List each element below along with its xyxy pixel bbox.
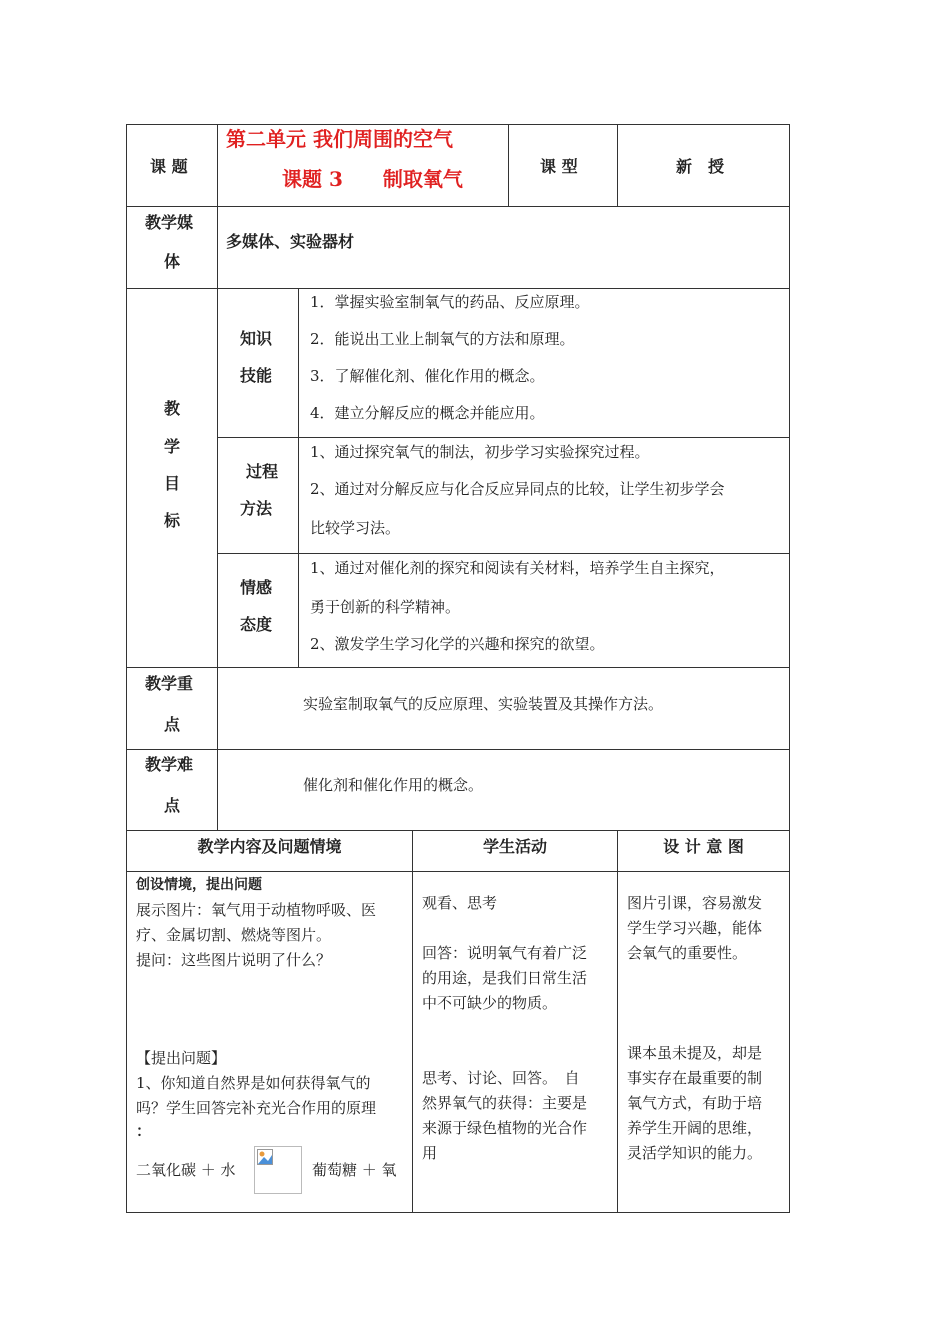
objectives-label-2: 学 — [164, 437, 181, 456]
process-label-line2: 方法 — [240, 499, 273, 518]
difficulty-value: 催化剂和催化作用的概念。 — [303, 776, 484, 794]
key-point-value: 实验室制取氧气的反应原理、实验装置及其操作方法。 — [303, 695, 664, 713]
intent-line: 学生学习兴趣，能体 — [627, 919, 763, 937]
difficulty-label-line2: 点 — [164, 796, 181, 815]
difficulty-label-line1: 教学难 — [145, 755, 194, 774]
content-heading: 创设情境，提出问题 — [136, 877, 262, 893]
process-item: 1、通过探究氧气的制法，初步学习实验探究过程。 — [310, 443, 650, 461]
knowledge-label-line1: 知识 — [240, 329, 273, 348]
raise-question-line: 1、你知道自然界是如何获得氧气的 — [136, 1074, 371, 1092]
attitude-item: 1、通过对催化剂的探究和阅读有关材料，培养学生自主探究， — [310, 559, 725, 577]
activity-line: 中不可缺少的物质。 — [422, 994, 558, 1012]
lesson-title: 课题 3 制取氧气 — [282, 167, 463, 191]
objectives-label-4: 标 — [164, 511, 181, 530]
knowledge-item: 2．能说出工业上制氧气的方法和原理。 — [310, 330, 575, 348]
activity-line: 的用途，是我们日常生活 — [422, 969, 588, 987]
objectives-label-1: 教 — [164, 399, 181, 418]
objectives-label-3: 目 — [164, 474, 181, 493]
unit-title: 第二单元 我们周围的空气 — [226, 127, 453, 151]
column-header-activity: 学生活动 — [482, 837, 547, 856]
column-header-intent: 设 计 意 图 — [663, 837, 744, 856]
type-value: 新 授 — [676, 157, 725, 176]
type-label: 课 型 — [540, 157, 578, 176]
equation-right: 葡萄糖 ＋ 氧 — [312, 1161, 397, 1179]
knowledge-item: 4．建立分解反应的概念并能应用。 — [310, 404, 545, 422]
activity-line: 用 — [422, 1144, 438, 1162]
intent-line: 图片引课，容易激发 — [627, 894, 763, 912]
activity-block-1: 观看、思考 — [422, 894, 498, 912]
activity-line: 然界氧气的获得：主要是 — [422, 1094, 588, 1112]
activity-line: 来源于绿色植物的光合作 — [422, 1119, 588, 1137]
intent-line: 养学生开阔的思维， — [627, 1119, 763, 1137]
activity-line: 思考、讨论、回答。 自 — [422, 1069, 580, 1087]
attitude-label-line1: 情感 — [240, 578, 273, 597]
process-item: 2、通过对分解反应与化合反应异同点的比较，让学生初步学会 — [310, 480, 725, 498]
intent-line: 课本虽未提及，却是 — [627, 1044, 763, 1062]
equation-left: 二氧化碳 ＋ 水 — [136, 1161, 236, 1179]
intent-line: 会氧气的重要性。 — [627, 944, 748, 962]
raise-question-title: 【提出问题】 — [136, 1049, 227, 1067]
process-label-line1: 过程 — [246, 462, 279, 481]
knowledge-item: 1．掌握实验室制氧气的药品、反应原理。 — [310, 293, 590, 311]
intent-line: 氧气方式，有助于培 — [627, 1094, 763, 1112]
broken-image-icon — [254, 1146, 302, 1194]
attitude-item: 2、激发学生学习化学的兴趣和探究的欲望。 — [310, 635, 605, 653]
process-item: 比较学习法。 — [310, 519, 401, 537]
content-line: 展示图片：氧气用于动植物呼吸、医 — [136, 901, 377, 919]
key-point-label-line2: 点 — [164, 715, 181, 734]
intent-line: 事实存在最重要的制 — [627, 1069, 763, 1087]
raise-question-line: ： — [136, 1122, 152, 1140]
column-header-content: 教学内容及问题情境 — [197, 837, 342, 856]
content-line: 提问：这些图片说明了什么？ — [136, 951, 332, 969]
key-point-label-line1: 教学重 — [145, 674, 194, 693]
attitude-label-line2: 态度 — [240, 615, 273, 634]
raise-question-line: 吗？学生回答完补充光合作用的原理 — [136, 1099, 377, 1117]
media-value: 多媒体、实验器材 — [226, 232, 355, 251]
media-label-line1: 教学媒 — [145, 213, 194, 232]
content-line: 疗、金属切割、燃烧等图片。 — [136, 926, 332, 944]
media-label-line2: 体 — [164, 252, 181, 271]
attitude-item: 勇于创新的科学精神。 — [310, 598, 461, 616]
intent-line: 灵活学知识的能力。 — [627, 1144, 763, 1162]
topic-label: 课 题 — [150, 157, 188, 176]
knowledge-item: 3．了解催化剂、催化作用的概念。 — [310, 367, 545, 385]
activity-line: 回答：说明氧气有着广泛 — [422, 944, 588, 962]
knowledge-label-line2: 技能 — [240, 366, 273, 385]
